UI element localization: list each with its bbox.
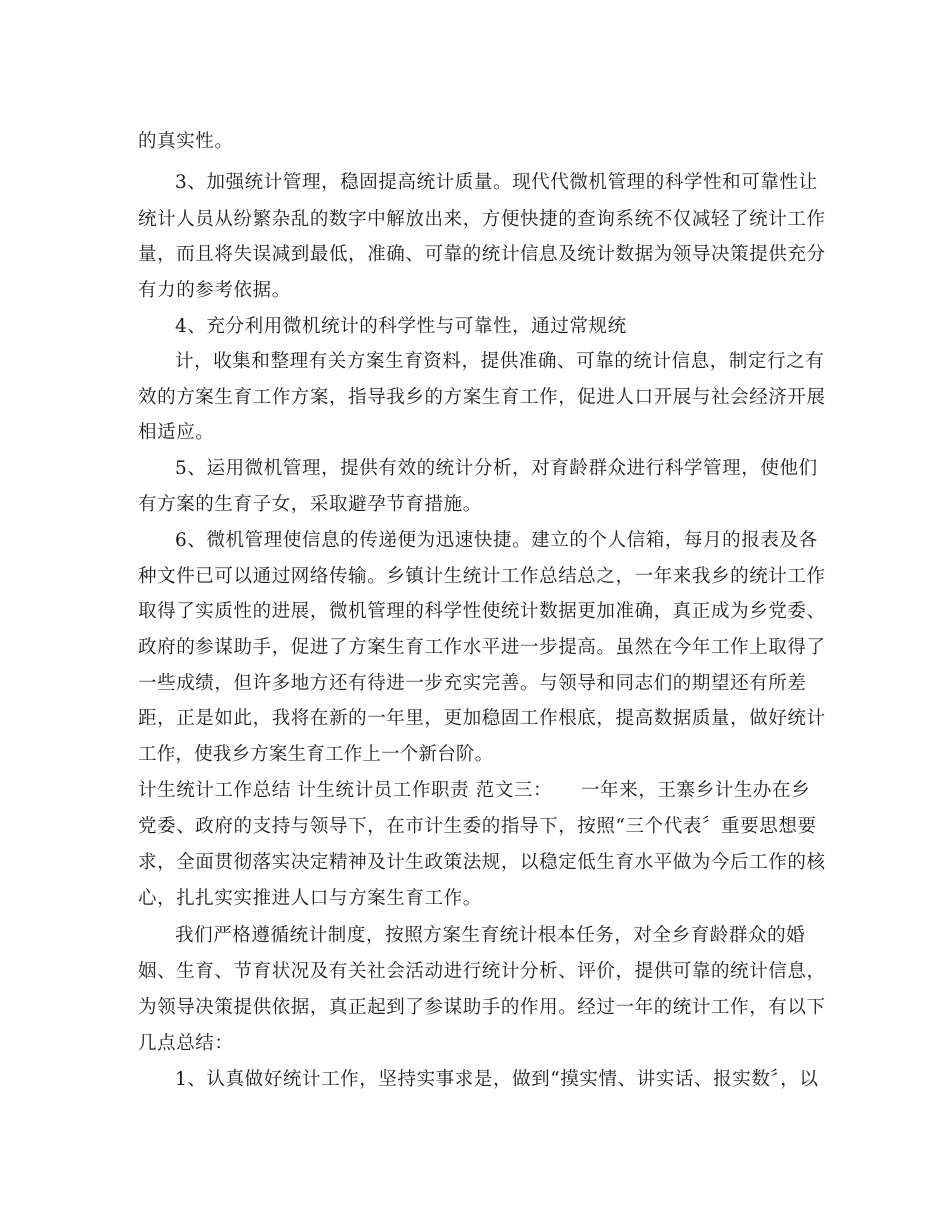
- text-line: 计，收集和整理有关方案生育资料，提供准确、可靠的统计信息，制定行之有: [175, 351, 825, 372]
- text-line: 我们严格遵循统计制度，按照方案生育统计根本任务，对全乡育龄群众的婚: [175, 925, 806, 946]
- text-line: 1、认真做好统计工作，坚持实事求是，做到“摸实情、讲实话、报实数〞，以: [175, 1069, 819, 1090]
- text-line: 种文件已可以通过网络传输。乡镇计生统计工作总结总之，一年来我乡的统计工作: [138, 566, 826, 587]
- text-line: 政府的参谋助手，促进了方案生育工作水平进一步提高。虽然在今年工作上取得了: [138, 637, 826, 658]
- text-line: 一些成绩，但许多地方还有待进一步充实完善。与领导和同志们的期望还有所差: [138, 673, 807, 694]
- text-line: 取得了实质性的进展，微机管理的科学性使统计数据更加准确，真正成为乡党委、: [138, 601, 826, 622]
- text-line: 6、微机管理使信息的传递便为迅速快捷。建立的个人信箱，每月的报表及各: [175, 530, 818, 551]
- text-line: 的真实性。: [138, 131, 234, 152]
- text-line: 求，全面贯彻落实决定精神及计生政策法规，以稳定低生育水平做为今后工作的核: [138, 852, 826, 873]
- text-line: 4、充分利用微机统计的科学性与可靠性，通过常规统: [175, 316, 627, 337]
- text-line: 心，扎扎实实推进人口与方案生育工作。: [138, 888, 482, 909]
- text-line: 量，而且将失误减到最低，准确、可靠的统计信息及统计数据为领导决策提供充分: [138, 244, 826, 265]
- text-line: 姻、生育、节育状况及有关社会活动进行统计分析、评价，提供可靠的统计信息，: [138, 961, 826, 982]
- text-line: 计生统计工作总结 计生统计员工作职责 范文三： 一年来，王寨乡计生办在乡: [138, 780, 811, 801]
- text-line: 为领导决策提供依据，真正起到了参谋助手的作用。经过一年的统计工作，有以下: [138, 997, 826, 1018]
- text-line: 相适应。: [138, 422, 215, 443]
- text-line: 5、运用微机管理，提供有效的统计分析，对育龄群众进行科学管理，使他们: [175, 458, 818, 479]
- text-line: 统计人员从纷繁杂乱的数字中解放出来，方便快捷的查询系统不仅减轻了统计工作: [138, 209, 826, 230]
- text-line: 距，正是如此，我将在新的一年里，更加稳固工作根底，提高数据质量，做好统计: [138, 708, 826, 729]
- text-line: 有力的参考依据。: [138, 280, 291, 301]
- text-line: 有方案的生育子女，采取避孕节育措施。: [138, 494, 482, 515]
- text-line: 工作，使我乡方案生育工作上一个新台阶。: [138, 744, 494, 765]
- text-line: 3、加强统计管理，稳固提高统计质量。现代代微机管理的科学性和可靠性让: [175, 172, 818, 193]
- text-line: 党委、政府的支持与领导下，在市计生委的指导下，按照“三个代表〞重要思想要: [138, 816, 817, 837]
- text-line: 几点总结：: [138, 1033, 234, 1054]
- text-line: 效的方案生育工作方案，指导我乡的方案生育工作，促进人口开展与社会经济开展: [138, 387, 826, 408]
